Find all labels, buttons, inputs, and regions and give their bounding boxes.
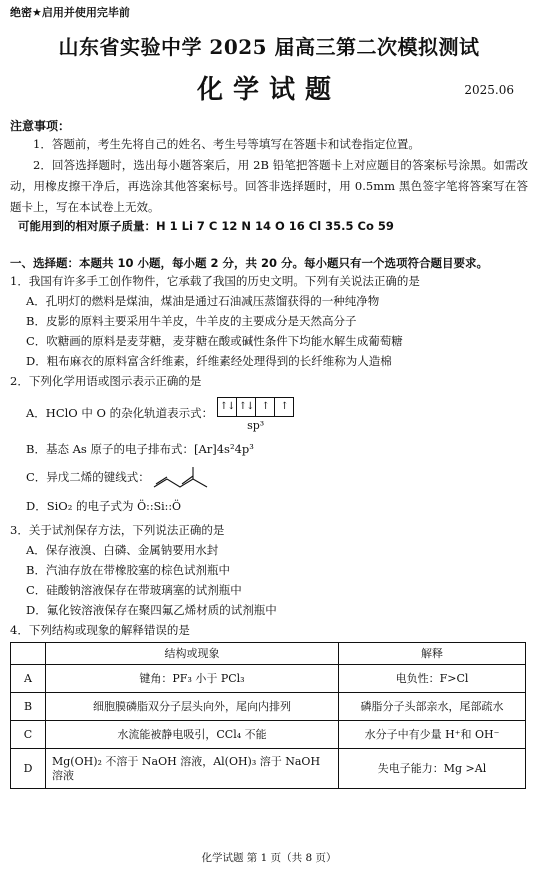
- question-4: [10, 620, 528, 789]
- orbital-box: ↑↓: [237, 398, 256, 416]
- option-c: [10, 463, 528, 493]
- table-header-cell: 解释: [339, 643, 526, 665]
- question-2: [10, 371, 528, 520]
- row-explanation: 电负性：F>Cl: [339, 665, 526, 693]
- table-row: [11, 693, 526, 721]
- orbital-box: ↑: [280, 400, 288, 412]
- option-a: [10, 393, 528, 435]
- option-b: B．基态 As 原子的电子排布式：[Ar]4s²4p³: [26, 442, 254, 457]
- option-c: C．吹糖画的原料是麦芽糖，麦芽糖在酸或碱性条件下均能水解生成葡萄糖: [26, 334, 403, 349]
- table-row: [11, 749, 526, 789]
- row-structure: Mg(OH)₂ 不溶于 NaOH 溶液，Al(OH)₃ 溶于 NaOH 溶液: [46, 749, 339, 789]
- row-explanation: 水分子中有少量 H⁺和 OH⁻: [339, 721, 526, 749]
- question-3: [10, 520, 528, 620]
- question-stem: 3．关于试剂保存方法，下列说法正确的是: [10, 523, 225, 538]
- row-structure: 细胞膜磷脂双分子层头向外，尾向内排列: [46, 693, 339, 721]
- row-label: C: [11, 721, 46, 749]
- notice-item-1: 1．答题前，考生先将自己的姓名、考生号等填写在答题卡和试卷指定位置。: [33, 136, 420, 151]
- option-d: D．粗布麻衣的原料富含纤维素，纤维素经处理得到的长纤维称为人造棉: [26, 354, 392, 369]
- row-structure: 水流能被静电吸引，CCl₄ 不能: [46, 721, 339, 749]
- main-title: 化学试题: [196, 75, 341, 106]
- orbital-box: ↑↓: [218, 398, 237, 416]
- row-label: B: [11, 693, 46, 721]
- notice-item-2: 2．回答选择题时，选出每小题答案后，用 2B 铅笔把答题卡上对应题目的答案标号涂黑。如需改动，用橡皮擦干净后，再选涂其他答案标号。回答非选择题时，用 0.5mm 黑色签字笔将答案写在答题卡上，写在本试卷上无效。: [10, 157, 528, 214]
- notice-title: 注意事项：: [10, 119, 71, 134]
- option-a: A．保存液溴、白磷、金属钠要用水封: [26, 543, 219, 558]
- isoprene-skeletal-formula: [152, 465, 216, 491]
- option-d: D．氟化铵溶液保存在聚四氟乙烯材质的试剂瓶中: [26, 603, 277, 618]
- school-title: 山东省实验中学 2025 届高三第二次模拟测试: [58, 35, 480, 60]
- option-c: C．硅酸钠溶液保存在带玻璃塞的试剂瓶中: [26, 583, 242, 598]
- row-structure: 键角：PF₃ 小于 PCl₃: [46, 665, 339, 693]
- question-stem: 4．下列结构或现象的解释错误的是: [10, 623, 190, 638]
- title-row: [10, 69, 528, 111]
- table-header-cell: [11, 643, 46, 665]
- table-header-row: [11, 643, 526, 665]
- question-stem: 2．下列化学用语或图示表示正确的是: [10, 374, 202, 389]
- section-heading: 一、选择题：本题共 10 小题，每小题 2 分，共 20 分。每小题只有一个选项符合题目要求。: [10, 256, 489, 271]
- option-a-text: A．HClO 中 O 的杂化轨道表示式：: [26, 406, 214, 421]
- table-header-cell: 结构或现象: [46, 643, 339, 665]
- explanation-table: [10, 642, 526, 789]
- page-footer: 化学试题 第 1 页（共 8 页）: [201, 852, 337, 864]
- row-label: A: [11, 665, 46, 693]
- orbital-label: sp³: [247, 418, 265, 432]
- option-a: A．孔明灯的燃料是煤油，煤油是通过石油减压蒸馏获得的一种纯净物: [26, 294, 380, 309]
- question-stem: 1．我国有许多手工创作物件，它承载了我国的历史文明。下列有关说法正确的是: [10, 274, 420, 289]
- option-d: [10, 493, 528, 520]
- exam-date: 2025.06: [464, 83, 514, 98]
- orbital-diagram: [217, 397, 294, 432]
- option-b: B．皮影的原料主要采用牛羊皮，牛羊皮的主要成分是天然高分子: [26, 314, 357, 329]
- orbital-boxes: [217, 397, 294, 417]
- table-row: [11, 721, 526, 749]
- row-label: D: [11, 749, 46, 789]
- atomic-masses: 可能用到的相对原子质量：H 1 Li 7 C 12 N 14 O 16 Cl 35.5 Co 59: [18, 218, 394, 233]
- option-c-text: C．异戊二烯的键线式：: [26, 470, 150, 485]
- table-row: [11, 665, 526, 693]
- electron-formula: Ö::Si::Ö: [137, 500, 182, 514]
- question-1: [10, 271, 528, 371]
- option-b: B．汽油存放在带橡胶塞的棕色试剂瓶中: [26, 563, 230, 578]
- row-explanation: 磷脂分子头部亲水，尾部疏水: [339, 693, 526, 721]
- confidential-label: 绝密★启用并使用完毕前: [10, 6, 130, 19]
- row-explanation: 失电子能力：Mg >Al: [339, 749, 526, 789]
- option-d-text: D．SiO₂ 的电子式为: [26, 499, 134, 514]
- orbital-box: ↑: [256, 398, 275, 416]
